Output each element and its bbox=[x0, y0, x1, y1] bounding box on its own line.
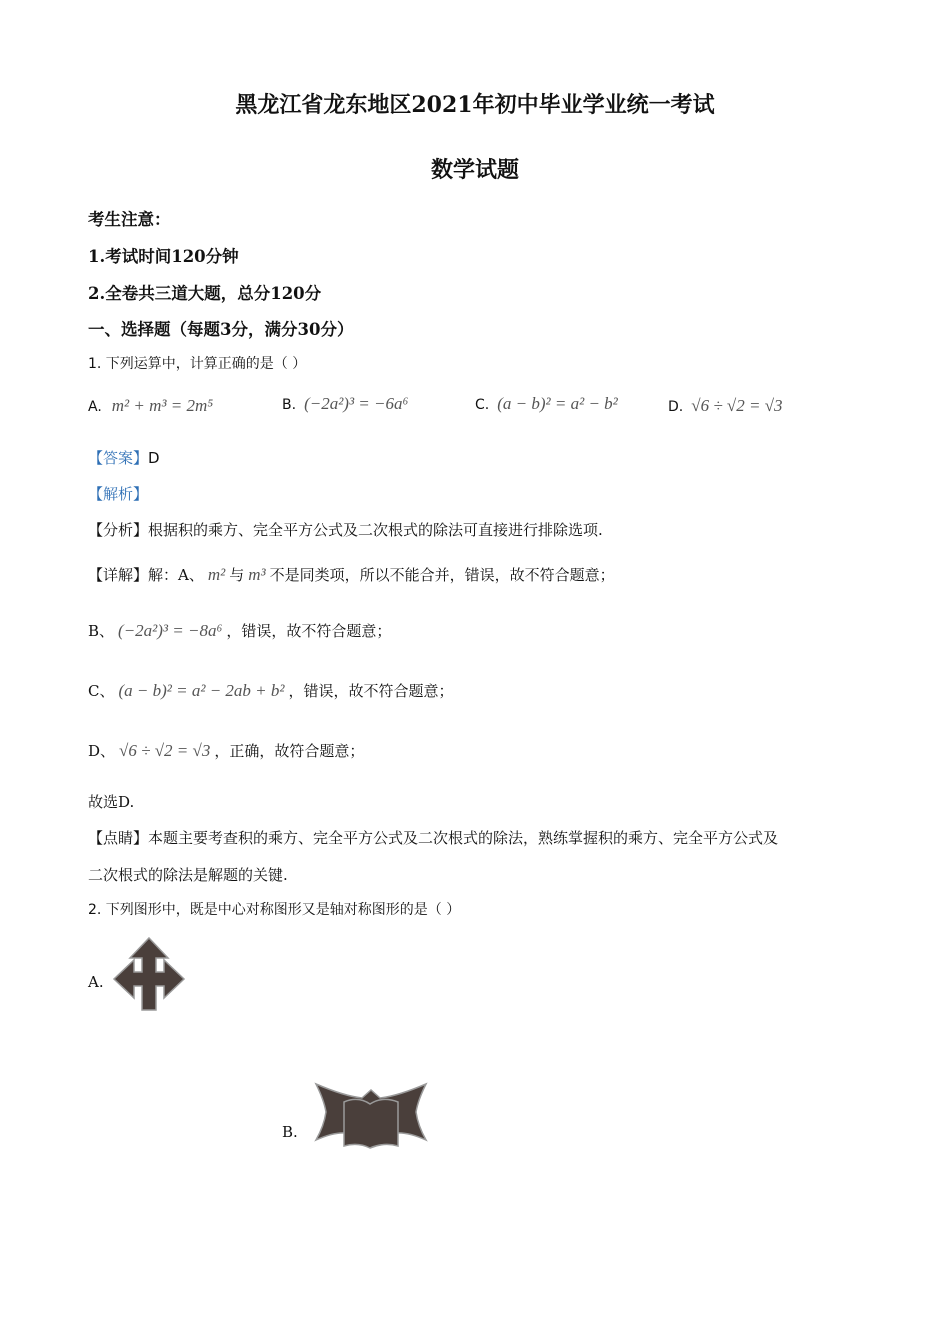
detail-c-rest: ，错误，故不符合题意； bbox=[288, 682, 454, 700]
figure-b-square bbox=[344, 1099, 398, 1148]
detail-b-prefix: B、 bbox=[88, 622, 115, 640]
detail-rest: 不是同类项，所以不能合并，错误，故不符合题意； bbox=[269, 566, 615, 584]
answer-value: D bbox=[148, 449, 160, 467]
option-label: D. bbox=[668, 399, 684, 415]
q1-option-a bbox=[88, 396, 217, 416]
detail-b-math: (−2a²)³ = −8a⁶ bbox=[118, 621, 223, 640]
option-math: (−2a²)³ = −6a⁶ bbox=[304, 394, 409, 413]
conclusion: 故选D. bbox=[88, 793, 135, 811]
page-title: 黑龙江省龙东地区2021年初中毕业学业统一考试 bbox=[235, 92, 715, 118]
detail-c-line bbox=[88, 680, 454, 701]
option-math: m² + m³ = 2m⁵ bbox=[111, 396, 214, 415]
option-label: C. bbox=[475, 397, 490, 413]
option-math: √6 ÷ √2 = √3 bbox=[691, 396, 783, 415]
detail-math-m3: m³ bbox=[248, 565, 266, 584]
q2-option-a-label: A. bbox=[88, 973, 104, 991]
analysis-text: 【分析】根据积的乘方、完全平方公式及二次根式的除法可直接进行排除选项. bbox=[88, 521, 603, 539]
notice-item-2: 2.全卷共三道大题，总分120分 bbox=[88, 284, 322, 303]
comment-line-1: 【点睛】本题主要考查积的乘方、完全平方公式及二次根式的除法，熟练掌握积的乘方、完全平方公式及 bbox=[88, 829, 779, 847]
analysis-label: 【解析】 bbox=[88, 485, 149, 503]
notice-item-1: 1.考试时间120分钟 bbox=[88, 247, 239, 266]
option-label: A. bbox=[88, 399, 102, 415]
q2-option-b-label: B. bbox=[282, 1123, 298, 1141]
question-2-stem: 2. 下列图形中，既是中心对称图形又是轴对称图形的是（ ） bbox=[88, 902, 461, 918]
detail-b-line bbox=[88, 620, 391, 641]
detail-c-prefix: C、 bbox=[88, 682, 115, 700]
detail-d-rest: ，正确，故符合题意； bbox=[214, 742, 365, 760]
detail-b-rest: ，错误，故不符合题意； bbox=[226, 622, 392, 640]
q1-option-b bbox=[282, 394, 412, 414]
question-1-stem: 1. 下列运算中，计算正确的是（ ） bbox=[88, 356, 307, 372]
figure-a-shape bbox=[114, 938, 184, 1010]
detail-with: 与 bbox=[229, 566, 245, 584]
detail-d-line bbox=[88, 740, 364, 761]
three-arrows-figure bbox=[110, 936, 188, 1014]
comment-line-2: 二次根式的除法是解题的关键. bbox=[88, 866, 288, 884]
detail-d-math: √6 ÷ √2 = √3 bbox=[119, 741, 211, 760]
page-subtitle: 数学试题 bbox=[430, 157, 519, 183]
detail-line bbox=[88, 564, 615, 585]
option-math: (a − b)² = a² − b² bbox=[497, 394, 618, 413]
answer-line bbox=[88, 447, 160, 468]
answer-label: 【答案】 bbox=[88, 449, 149, 467]
detail-prefix: 【详解】解：A、 bbox=[88, 566, 204, 584]
detail-c-math: (a − b)² = a² − 2ab + b² bbox=[118, 681, 285, 700]
q1-option-d bbox=[668, 396, 787, 416]
option-label: B. bbox=[282, 397, 297, 413]
detail-d-prefix: D、 bbox=[88, 742, 116, 760]
section-heading: 一、选择题（每题3分，满分30分） bbox=[88, 320, 354, 339]
notice-heading: 考生注意： bbox=[88, 210, 171, 229]
q1-option-c bbox=[475, 394, 622, 414]
detail-math-m2: m² bbox=[207, 565, 226, 584]
curved-banner-figure bbox=[312, 1080, 430, 1152]
